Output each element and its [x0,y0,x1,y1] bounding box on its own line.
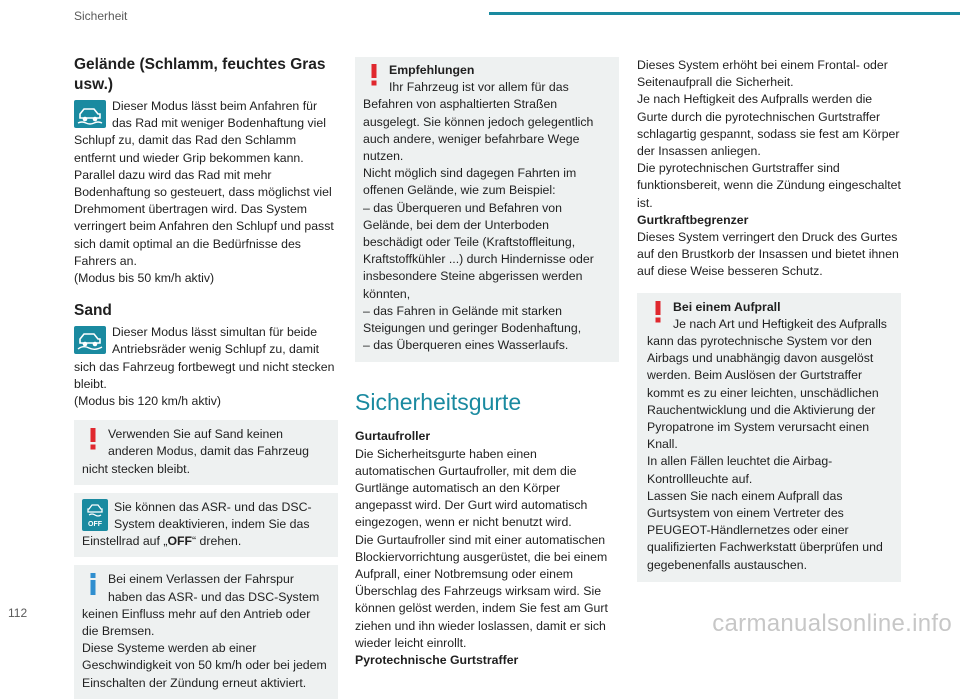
column-left [74,55,338,699]
recommend-line-3: – das Überqueren und Befahren von Gelände, bei dem der Unterboden beschädigt oder Teile (Kraftstoffleitung, Kraftstoffkühler ...) durch Hindernisse oder insbesondere Steine abgerissen werden könnten, [363,200,594,301]
info-text-1: Bei einem Verlassen der Fahrspur haben das ASR- und das DSC-System keinen Einfluss mehr auf den Antrieb oder die Bremsen. [82,572,320,639]
pyro-text-3: Die pyrotechnischen Gurtstraffer sind funktionsbereit, wenn die Zündung eingeschaltet ist. [637,161,901,210]
section-title: Sicherheitsgurte [355,389,522,416]
gurtaufroller-heading: Gurtaufroller [355,429,431,444]
aufprall-text-2: In allen Fällen leuchtet die Airbag-Kontrollleuchte auf. [647,454,833,486]
mud-grass-icon [74,100,106,128]
info-box [74,565,338,698]
sand-icon [74,326,106,354]
header-accent-bar [489,12,960,15]
gelaende-text: Dieser Modus lässt beim Anfahren für das Rad mit weniger Bodenhaftung viel Schlupf zu, damit das Rad den Schlamm entfernt und wieder Grip bekommen kann. Parallel dazu wird das Rad mit mehr Bodenhaftung so gesteuert, dass möglichst viel Drehmoment übertragen wird. Das System verringert beim Anfahren den Schlupf und passt sich damit optimal an die Bedürfnisse des Fahrers an. [74,99,334,268]
recommend-box [355,57,619,362]
pyro-heading: Pyrotechnische Gurtstraffer [355,653,519,668]
off-icon-label: OFF [88,520,102,528]
column-middle [355,57,619,669]
off-box [74,493,338,558]
pyro-text-1: Dieses System erhöht bei einem Frontal- oder Seitenaufprall die Sicherheit. [637,58,888,90]
sand-text: Dieser Modus lässt simultan für beide Antriebsräder wenig Schlupf zu, damit sich das Fahrzeug fortbewegt und nicht stecken bleibt. [74,325,335,391]
sand-paragraph [74,324,338,393]
aufprall-box [637,293,901,582]
aufprall-text-3: Lassen Sie nach einem Aufprall das Gurtsystem von einem Vertreter des PEUGEOT-Händlernetzes oder einer qualifizierten Fachwerkstatt überprüfen und gegebenenfalls austauschen. [647,488,883,572]
sand-warning-box [74,420,338,485]
pyro-text-2: Je nach Heftigkeit des Aufpralls werden die Gurte durch die pyrotechnischen Gurtstraffer schlagartig gespannt, sodass sie fest am Körper der Insassen anliegen. [637,92,900,159]
warning-exclamation-icon [82,428,104,452]
recommend-line-4: – das Fahren in Gelände mit starken Steigungen und geringer Bodenhaftung, [363,303,582,336]
gurtaufroller-text-1: Die Sicherheitsgurte haben einen automatischen Gurtaufroller, mit dem die Gurtlänge automatisch an den Körper angepasst wird. Der Gurt wird automatisch eingezogen, wenn er nicht benutzt wird. [355,446,588,530]
aufprall-title: Bei einem Aufprall [673,299,781,314]
heading-sand: Sand [74,302,112,320]
esc-off-icon [82,499,108,531]
recommend-line-5: – das Überqueren eines Wasserlaufs. [363,338,569,353]
header-title: Sicherheit [74,9,128,23]
off-text: Sie können das ASR- und das DSC-System deaktivieren, indem Sie das Einstellrad auf „OFF“ drehen. [82,499,312,549]
recommend-title: Empfehlungen [389,63,475,77]
column-right [637,57,901,582]
info-text-2: Diese Systeme werden ab einer Geschwindigkeit von 50 km/h oder bei jedem Einschalten der Zündung erneut aktiviert. [82,641,327,690]
begrenzer-text: Dieses System verringert den Druck des Gurtes auf den Brustkorb der Insassen und bietet ihnen auf diese Weise besseren Schutz. [637,230,899,279]
off-bold: OFF [167,534,193,549]
gelaende-paragraph [74,98,338,270]
info-icon [82,573,104,597]
gelaende-note: (Modus bis 50 km/h aktiv) [74,271,215,286]
heading-gelaende: Gelände (Schlamm, feuchtes Gras usw.) [74,56,326,93]
warning-exclamation-icon [647,301,669,325]
recommend-line-2: Nicht möglich sind dagegen Fahrten im offenen Gelände, wie zum Beispiel: [363,166,577,198]
gurtaufroller-text-2: Die Gurtaufroller sind mit einer automatischen Blockiervorrichtung ausgerüstet, die bei einem Aufprall, einer Notbremsung oder einem Überschlag des Fahrzeugs wirksam wird. Sie können gelöst werden, indem Sie fest am Gurt ziehen und ihn wieder loslassen, damit er sich wieder leicht einrollt. [355,532,608,650]
sand-note: (Modus bis 120 km/h aktiv) [74,394,221,409]
warning-exclamation-icon [363,64,385,88]
begrenzer-heading: Gurtkraftbegrenzer [637,212,749,227]
aufprall-text-1: Je nach Art und Heftigkeit des Aufpralls kann das pyrotechnische System vor den Airbags und unabhängig davon ausgelöst werden. Beim Auslösen der Gurtstraffer kommt es zu einer leichten, unschädlichen Rauchentwicklung und die Aktivierung der Pyropatrone im System verursacht einen Knall. [647,316,887,452]
recommend-line-1: Ihr Fahrzeug ist vor allem für das Befahren von asphaltierten Straßen ausgelegt. Sie können jedoch gelegentlich auch andere, weniger befahrbare Wege nutzen. [363,80,594,164]
sand-warning-text: Verwenden Sie auf Sand keinen anderen Modus, damit das Fahrzeug nicht stecken bleibt. [82,427,309,476]
watermark: carmanualsonline.info [712,610,952,637]
page-number: 112 [8,606,28,620]
